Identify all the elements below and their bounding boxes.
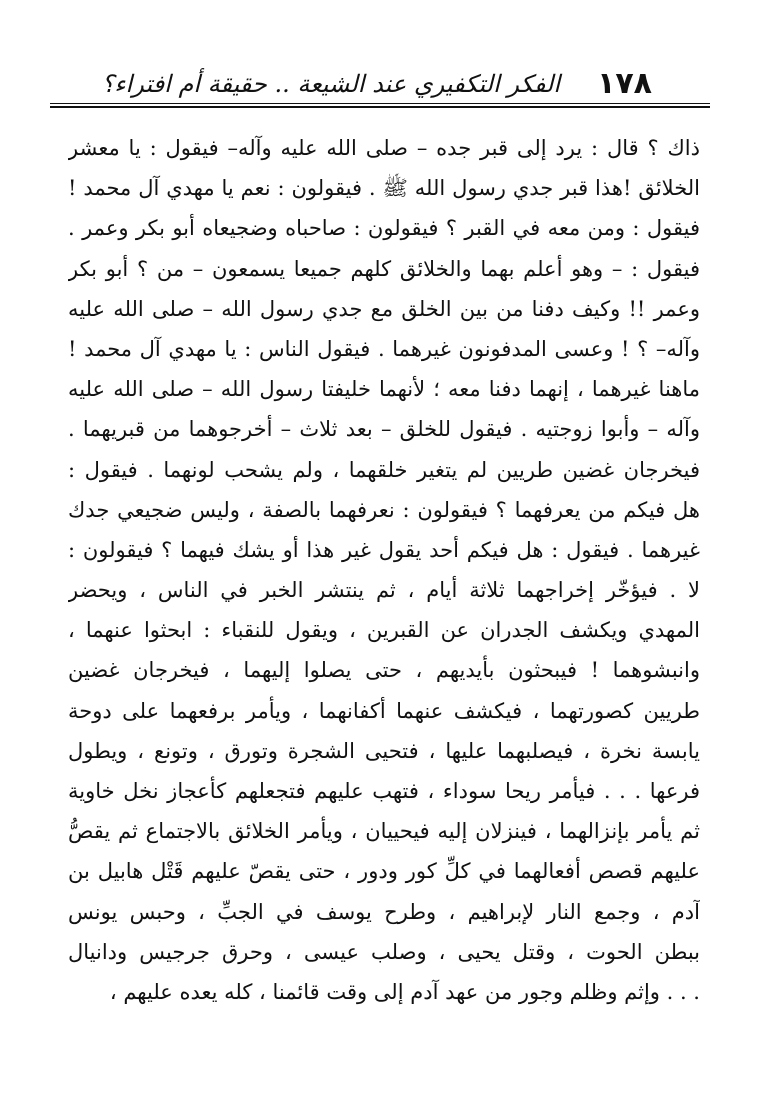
text-line: فيقول : ومن معه في القبر ؟ فيقولون : صاحباه وضجيعاه أبو بكر وعمر . [68,216,700,241]
text-line: وآله – وأبوا زوجتيه . فيقول للخلق – بعد ثلاث – أخرجوهما من قبريهما . [68,417,700,442]
text-line: المهدي ويكشف الجدران عن القبرين ، ويقول للنقباء : ابحثوا عنهما ، [68,618,700,643]
page-number: ١٧٨ [597,66,652,101]
text-line: لا . فيؤخّر إخراجهما ثلاثة أيام ، ثم ينتشر الخبر في الناس ، ويحضر [68,578,700,603]
text-line: فرعها . . . فيأمر ريحا سوداء ، فتهب عليهم فتجعلهم كأعجاز نخل خاوية [68,779,700,803]
text-line: وعمر !! وكيف دفنا من بين الخلق مع جدي رسول الله – صلى الله عليه [68,296,700,321]
text-line: غيرهما . فيقول : هل فيكم أحد يقول غير هذا أو يشك فيهما ؟ فيقولون : [68,537,700,562]
text-line: وانبشوهما ! فيبحثون بأيديهم ، حتى يصلوا إليهما ، فيخرجان غضين [68,658,700,683]
header-rule [50,106,710,108]
text-line: ذاك ؟ قال : يرد إلى قبر جده – صلى الله عليه وآله– فيقول : يا معشر [68,136,700,160]
text-line: . . . وإثم وظلم وجور من عهد آدم إلى وقت قائمنا ، كله يعده عليهم ، [109,979,700,1004]
running-title: الفكر التكفيري عند الشيعة .. حقيقة أم افتراء؟ [101,70,560,98]
text-line: فيقول : – وهو أعلم بهما والخلائق كلهم جميعا يسمعون – من ؟ أبو بكر [68,256,700,281]
text-line: ماهنا غيرهما ، إنهما دفنا معه ؛ لأنهما خليفتا رسول الله – صلى الله عليه [68,377,700,402]
text-line: يابسة نخرة ، فيصلبهما عليها ، فتحيى الشجرة وتورق ، وتونع ، ويطول [68,738,700,763]
text-line: عليهم قصص أفعالهما في كلِّ كور ودور ، حتى يقصّ عليهم قَتْل هابيل بن [68,859,700,884]
text-line: وآله– ؟ ! وعسى المدفونون غيرهما . فيقول الناس : يا مهدي آل محمد ! [68,336,700,361]
text-line: طريين كصورتهما ، فيكشف عنهما أكفانهما ، ويأمر برفعهما على دوحة [68,698,700,723]
text-line: الخلائق !هذا قبر جدي رسول الله ﷺ . فيقولون : نعم يا مهدي آل محمد ! [68,176,700,201]
text-line: فيخرجان غضين طريين لم يتغير خلقهما ، ولم يشحب لونهما . فيقول : [68,457,700,482]
page-header [50,62,710,108]
text-line: هل فيكم من يعرفهما ؟ فيقولون : نعرفهما بالصفة ، وليس ضجيعي جدك [68,497,700,522]
text-line: ثم يأمر بإنزالهما ، فينزلان إليه فيحييان ، ويأمر الخلائق بالاجتماع ثم يقصُّ [68,819,700,844]
header-rule-thin [50,103,710,104]
text-line: ببطن الحوت ، وقتل يحيى ، وصلب عيسى ، وحرق جرجيس ودانيال [68,939,700,964]
body-text [68,128,700,1012]
text-line: آدم ، وجمع النار لإبراهيم ، وطرح يوسف في الجبِّ ، وحبس يونس [68,899,700,924]
